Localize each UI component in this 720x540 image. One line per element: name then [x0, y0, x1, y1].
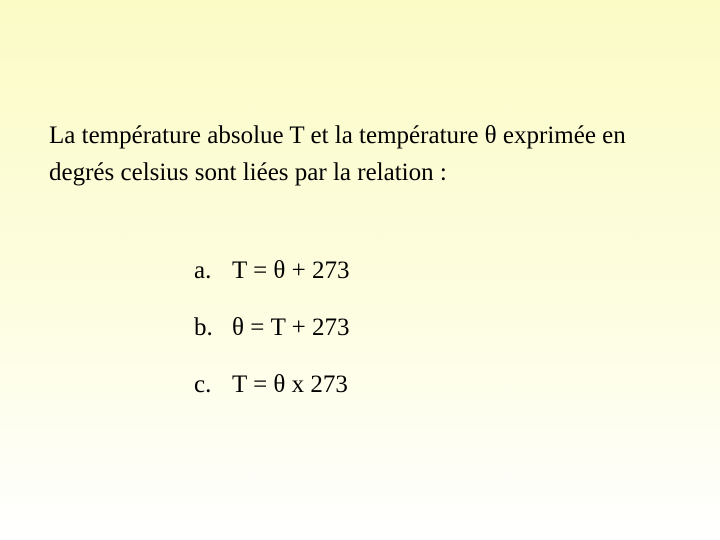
answer-text: T = θ + 273	[232, 257, 350, 284]
answer-letter: a.	[194, 257, 212, 284]
answer-letter: b.	[194, 314, 213, 341]
answer-option-b	[194, 309, 350, 346]
answer-text: T = θ x 273	[232, 371, 348, 398]
answer-letter: c.	[194, 371, 212, 398]
answer-option-c	[194, 366, 350, 403]
answer-option-a	[194, 252, 350, 289]
answer-text: θ = T + 273	[232, 314, 350, 341]
answer-list	[194, 252, 350, 423]
question-text: La température absolue T et la température θ exprimée en degrés celsius sont liées par la relation :	[49, 122, 626, 186]
